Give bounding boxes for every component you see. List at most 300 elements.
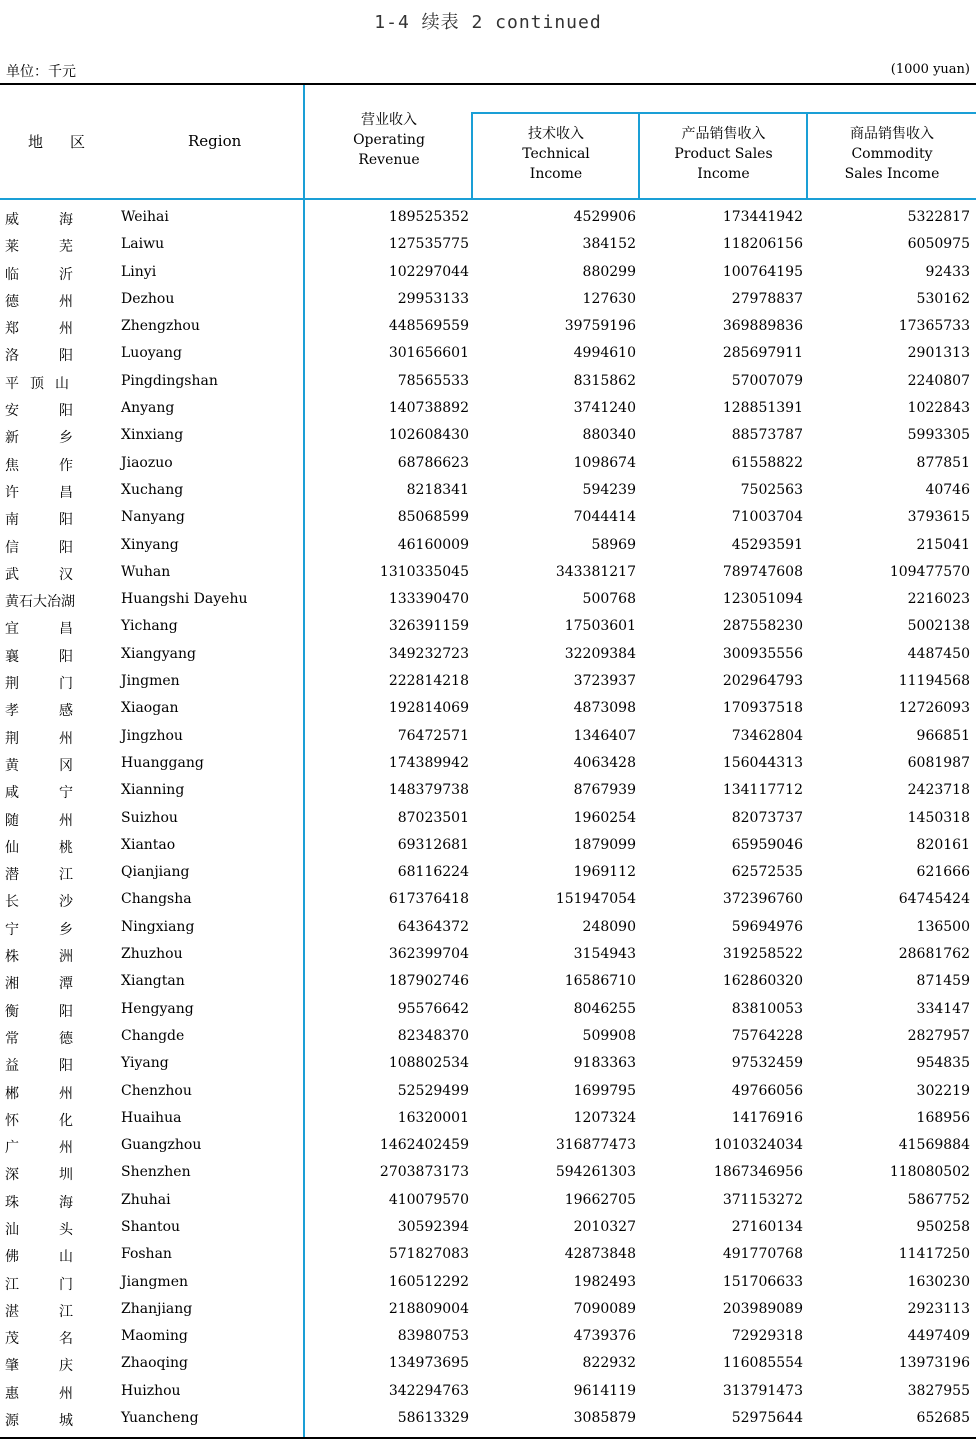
commodity-sales-income-cell: 530162 (916, 290, 970, 307)
table-row (0, 1024, 976, 1051)
operating-revenue-cell: 342294763 (388, 1382, 469, 1399)
product-sales-income-cell: 203989089 (722, 1300, 803, 1317)
product-sales-income-cell: 59694976 (731, 918, 803, 935)
commodity-sales-income-cell: 40746 (925, 481, 970, 498)
technical-income-cell: 248090 (582, 918, 636, 935)
product-sales-income-cell: 83810053 (731, 1000, 803, 1017)
region-name-en: Guangzhou (121, 1137, 202, 1154)
region-name-en: Maoming (121, 1328, 188, 1345)
region-name-cn: 武 汉 (5, 566, 73, 583)
technical-income-cell: 39759196 (564, 318, 636, 335)
operating-revenue-cell: 189525352 (388, 209, 469, 225)
region-name-cn: 临 沂 (5, 266, 73, 283)
product-sales-income-cell: 173441942 (722, 209, 803, 225)
operating-revenue-cell: 69312681 (397, 836, 469, 853)
header-line: 商品销售收入 (850, 126, 934, 142)
technical-income-cell: 9183363 (573, 1055, 636, 1072)
operating-revenue-cell: 448569559 (388, 318, 469, 335)
technical-income-header (473, 124, 639, 184)
product-sales-income-cell: 285697911 (722, 345, 803, 362)
technical-income-cell: 880340 (582, 427, 636, 444)
operating-revenue-cell: 102297044 (388, 263, 469, 280)
region-name-en: Zhuzhou (121, 946, 183, 963)
commodity-sales-income-cell: 2827957 (907, 1027, 970, 1044)
table-row (0, 1297, 976, 1324)
technical-income-cell: 7090089 (573, 1300, 636, 1317)
table-row (0, 915, 976, 942)
product-sales-income-cell: 7502563 (740, 481, 803, 498)
table-row (0, 724, 976, 751)
product-sales-income-cell: 319258522 (722, 946, 803, 963)
region-name-en: Changsha (121, 891, 192, 908)
technical-income-cell: 2010327 (573, 1218, 636, 1235)
commodity-sales-income-cell: 5322817 (907, 209, 970, 225)
operating-revenue-cell: 46160009 (397, 536, 469, 553)
technical-income-cell: 3723937 (573, 673, 636, 690)
technical-income-cell: 32209384 (564, 645, 636, 662)
region-name-en: Yichang (121, 618, 178, 635)
technical-income-cell: 4873098 (573, 700, 636, 717)
technical-income-cell: 594239 (582, 481, 636, 498)
table-row (0, 314, 976, 341)
region-name-cn: 源 城 (5, 1413, 73, 1430)
product-sales-income-cell: 116085554 (722, 1355, 803, 1372)
operating-revenue-cell: 29953133 (397, 290, 469, 307)
region-name-cn: 黄石大冶湖 (5, 594, 75, 611)
region-name-en: Jingmen (121, 673, 180, 690)
operating-revenue-cell: 30592394 (397, 1218, 469, 1235)
technical-income-cell: 1969112 (573, 864, 636, 881)
table-row (0, 969, 976, 996)
commodity-sales-income-cell: 2216023 (907, 591, 970, 608)
table-row (0, 1270, 976, 1297)
region-name-cn: 江 门 (5, 1276, 73, 1293)
commodity-sales-income-cell: 13973196 (898, 1355, 970, 1372)
table-row (0, 396, 976, 423)
table-row (0, 860, 976, 887)
table-row (0, 942, 976, 969)
technical-income-cell: 822932 (582, 1355, 636, 1372)
header-line: Revenue (358, 152, 420, 168)
commodity-sales-income-cell: 215041 (916, 536, 970, 553)
table-row (0, 587, 976, 614)
operating-revenue-cell: 192814069 (388, 700, 469, 717)
operating-revenue-cell: 349232723 (388, 645, 469, 662)
region-name-en: Foshan (121, 1246, 172, 1263)
technical-income-cell: 9614119 (573, 1382, 636, 1399)
technical-income-cell: 384152 (582, 236, 636, 253)
technical-income-cell: 8046255 (573, 1000, 636, 1017)
table-row (0, 642, 976, 669)
region-name-cn: 随 州 (5, 812, 73, 829)
commodity-sales-income-cell: 136500 (916, 918, 970, 935)
region-name-en: Yiyang (121, 1055, 169, 1072)
region-name-cn: 平顶山 (5, 375, 80, 392)
commodity-sales-income-cell: 950258 (916, 1218, 970, 1235)
operating-revenue-cell: 140738892 (388, 400, 469, 417)
operating-revenue-cell: 16320001 (397, 1109, 469, 1126)
product-sales-income-cell: 100764195 (722, 263, 803, 280)
operating-revenue-cell: 58613329 (397, 1410, 469, 1427)
header-bottom-rule (0, 198, 976, 200)
technical-income-cell: 4063428 (573, 754, 636, 771)
page-title: 1-4 续表 2 continued (374, 12, 602, 33)
technical-income-cell: 509908 (582, 1027, 636, 1044)
operating-revenue-cell: 571827083 (388, 1246, 469, 1263)
commodity-sales-income-cell: 334147 (916, 1000, 970, 1017)
commodity-sales-income-cell: 41569884 (898, 1137, 970, 1154)
commodity-sales-income-cell: 4497409 (907, 1328, 970, 1345)
table-row (0, 1242, 976, 1269)
region-name-en: Weihai (121, 209, 169, 225)
product-sales-income-cell: 52975644 (731, 1410, 803, 1427)
region-name-cn: 惠 州 (5, 1385, 73, 1402)
commodity-sales-income-cell: 5002138 (907, 618, 970, 635)
region-name-en: Jiaozuo (121, 454, 173, 471)
table-row (0, 669, 976, 696)
technical-income-cell: 1098674 (573, 454, 636, 471)
operating-revenue-cell: 301656601 (388, 345, 469, 362)
operating-revenue-cell: 148379738 (388, 782, 469, 799)
operating-revenue-cell: 160512292 (388, 1273, 469, 1290)
region-name-cn: 安 阳 (5, 403, 73, 420)
region-name-en: Xiaogan (121, 700, 179, 717)
operating-revenue-cell: 87023501 (397, 809, 469, 826)
technical-income-cell: 3154943 (573, 946, 636, 963)
technical-income-cell: 4994610 (573, 345, 636, 362)
commodity-sales-income-cell: 6050975 (907, 236, 970, 253)
technical-income-cell: 58969 (591, 536, 636, 553)
region-name-en: Laiwu (121, 236, 165, 253)
unit-label-cn: 单位：千元 (6, 64, 76, 80)
product-sales-income-cell: 1867346956 (713, 1164, 803, 1181)
region-name-cn: 咸 宁 (5, 785, 73, 802)
region-name-en: Xianning (121, 782, 185, 799)
product-sales-income-cell: 134117712 (722, 782, 803, 799)
region-name-cn: 威 海 (5, 212, 73, 228)
product-sales-income-cell: 123051094 (722, 591, 803, 608)
product-sales-income-cell: 170937518 (722, 700, 803, 717)
region-name-cn: 肇 庆 (5, 1358, 73, 1375)
subheader-rule (471, 112, 976, 114)
table-row (0, 1188, 976, 1215)
region-name-cn: 荆 门 (5, 676, 73, 693)
operating-revenue-cell: 218809004 (388, 1300, 469, 1317)
commodity-sales-income-cell: 11194568 (898, 673, 970, 690)
technical-income-cell: 19662705 (564, 1191, 636, 1208)
operating-revenue-cell: 83980753 (397, 1328, 469, 1345)
region-name-cn: 洛 阳 (5, 348, 73, 365)
product-sales-income-cell: 156044313 (722, 754, 803, 771)
region-name-en: Ningxiang (121, 918, 195, 935)
product-sales-income-cell: 313791473 (722, 1382, 803, 1399)
technical-income-cell: 1207324 (573, 1109, 636, 1126)
product-sales-income-cell: 27160134 (731, 1218, 803, 1235)
table-row (0, 533, 976, 560)
operating-revenue-cell: 410079570 (388, 1191, 469, 1208)
region-name-en: Xiangtan (121, 973, 185, 990)
technical-income-cell: 16586710 (564, 973, 636, 990)
product-sales-income-cell: 88573787 (731, 427, 803, 444)
table-row (0, 1324, 976, 1351)
table-row (0, 451, 976, 478)
operating-revenue-cell: 78565533 (397, 372, 469, 389)
table-row (0, 205, 976, 232)
operating-revenue-cell: 82348370 (397, 1027, 469, 1044)
header-line: Technical (522, 146, 590, 162)
commodity-sales-income-cell: 17365733 (898, 318, 970, 335)
technical-income-cell: 127630 (582, 290, 636, 307)
commodity-sales-income-cell: 871459 (916, 973, 970, 990)
product-sales-income-cell: 75764228 (731, 1027, 803, 1044)
region-name-cn: 郴 州 (5, 1085, 73, 1102)
region-name-en: Linyi (121, 263, 157, 280)
table-row (0, 997, 976, 1024)
product-sales-income-cell: 372396760 (722, 891, 803, 908)
table-row (0, 478, 976, 505)
region-name-cn: 仙 桃 (5, 839, 73, 856)
header-line: Income (529, 166, 583, 182)
commodity-sales-income-cell: 2423718 (907, 782, 970, 799)
product-sales-income-cell: 49766056 (731, 1082, 803, 1099)
operating-revenue-cell: 95576642 (397, 1000, 469, 1017)
region-name-en: Xuchang (121, 481, 184, 498)
header-line: Income (697, 166, 750, 182)
header-line: Operating (353, 132, 425, 148)
region-name-en: Huizhou (121, 1382, 181, 1399)
product-sales-income-cell: 789747608 (722, 563, 803, 580)
table-row (0, 751, 976, 778)
header-line: Sales Income (844, 166, 940, 182)
technical-income-cell: 17503601 (564, 618, 636, 635)
product-sales-income-cell: 491770768 (722, 1246, 803, 1263)
technical-income-cell: 4739376 (573, 1328, 636, 1345)
table-row (0, 369, 976, 396)
table-row (0, 1351, 976, 1378)
technical-income-cell: 151947054 (555, 891, 636, 908)
region-name-cn: 长 沙 (5, 894, 73, 911)
product-sales-income-cell: 1010324034 (713, 1137, 803, 1154)
region-name-en: Hengyang (121, 1000, 194, 1017)
operating-revenue-cell: 326391159 (388, 618, 469, 635)
region-name-cn: 深 圳 (5, 1167, 73, 1184)
header-line: Product Sales (674, 146, 773, 162)
operating-revenue-cell: 187902746 (388, 973, 469, 990)
commodity-sales-income-cell: 118080502 (889, 1164, 970, 1181)
technical-income-cell: 8767939 (573, 782, 636, 799)
table-top-rule (0, 83, 976, 85)
operating-revenue-cell: 362399704 (388, 946, 469, 963)
operating-revenue-cell: 68786623 (397, 454, 469, 471)
operating-revenue-cell: 134973695 (388, 1355, 469, 1372)
operating-revenue-cell: 8218341 (406, 481, 469, 498)
unit-label-en: (1000 yuan) (890, 62, 970, 77)
technical-income-cell: 1982493 (573, 1273, 636, 1290)
header-line: Commodity (851, 146, 933, 162)
product-sales-income-cell: 162860320 (722, 973, 803, 990)
product-sales-income-cell: 151706633 (722, 1273, 803, 1290)
product-sales-income-cell: 82073737 (731, 809, 803, 826)
region-name-cn: 莱 芜 (5, 239, 73, 256)
region-name-cn: 宁 乡 (5, 921, 73, 938)
commodity-sales-income-cell: 820161 (916, 836, 970, 853)
technical-income-cell: 4529906 (573, 209, 636, 225)
region-name-cn: 珠 海 (5, 1194, 73, 1211)
operating-revenue-cell: 76472571 (397, 727, 469, 744)
commodity-sales-income-cell: 3827955 (907, 1382, 970, 1399)
table-row (0, 778, 976, 805)
region-name-cn: 怀 化 (5, 1112, 73, 1129)
region-name-cn: 孝 感 (5, 703, 73, 720)
operating-revenue-cell: 617376418 (388, 891, 469, 908)
table-row (0, 696, 976, 723)
region-name-en: Nanyang (121, 509, 185, 526)
table-row (0, 341, 976, 368)
region-name-cn: 德 州 (5, 293, 73, 310)
region-name-en: Zhanjiang (121, 1300, 193, 1317)
region-name-en: Jingzhou (121, 727, 183, 744)
operating-revenue-cell: 1462402459 (379, 1137, 469, 1154)
commodity-sales-income-cell: 6081987 (907, 754, 970, 771)
commodity-sales-income-cell: 64745424 (898, 891, 970, 908)
region-name-cn: 信 阳 (5, 539, 73, 556)
commodity-sales-income-cell: 3793615 (907, 509, 970, 526)
commodity-sales-income-cell: 877851 (916, 454, 970, 471)
region-name-en: Shenzhen (121, 1164, 191, 1181)
region-name-cn: 佛 山 (5, 1249, 73, 1266)
region-name-en: Xinxiang (121, 427, 184, 444)
product-sales-income-cell: 62572535 (731, 864, 803, 881)
operating-revenue-cell: 68116224 (397, 864, 469, 881)
commodity-sales-income-cell: 5867752 (907, 1191, 970, 1208)
commodity-sales-income-cell: 954835 (916, 1055, 970, 1072)
operating-revenue-cell: 52529499 (397, 1082, 469, 1099)
technical-income-cell: 1960254 (573, 809, 636, 826)
product-sales-income-cell: 128851391 (722, 400, 803, 417)
technical-income-cell: 1346407 (573, 727, 636, 744)
region-name-cn: 宜 昌 (5, 621, 73, 638)
region-header-en: Region (188, 132, 242, 150)
commodity-sales-income-cell: 1630230 (907, 1273, 970, 1290)
product-sales-income-cell: 300935556 (722, 645, 803, 662)
table-row (0, 1051, 976, 1078)
product-sales-income-cell: 27978837 (731, 290, 803, 307)
table-row (0, 614, 976, 641)
header-line: 技术收入 (528, 126, 584, 142)
product-sales-income-cell: 73462804 (731, 727, 803, 744)
region-name-cn: 广 州 (5, 1140, 73, 1157)
operating-revenue-cell: 1310335045 (379, 563, 469, 580)
region-name-cn: 茂 名 (5, 1331, 73, 1348)
commodity-sales-income-cell: 652685 (916, 1410, 970, 1427)
product-sales-income-cell: 118206156 (722, 236, 803, 253)
table-row (0, 1079, 976, 1106)
header-line: 产品销售收入 (681, 126, 766, 142)
table-bottom-rule (0, 1437, 976, 1439)
commodity-sales-income-cell: 302219 (916, 1082, 970, 1099)
commodity-sales-income-cell: 1450318 (907, 809, 970, 826)
operating-revenue-cell: 133390470 (388, 591, 469, 608)
region-name-en: Yuancheng (121, 1410, 199, 1427)
region-name-cn: 益 阳 (5, 1058, 73, 1075)
table-body (0, 205, 976, 1433)
table-row (0, 560, 976, 587)
table-row (0, 423, 976, 450)
header-line: 营业收入 (361, 112, 417, 128)
technical-income-cell: 880299 (582, 263, 636, 280)
region-name-en: Xiantao (121, 836, 176, 853)
region-name-en: Chenzhou (121, 1082, 192, 1099)
product-sales-income-cell: 45293591 (731, 536, 803, 553)
product-sales-income-cell: 72929318 (731, 1328, 803, 1345)
commodity-sales-income-cell: 1022843 (907, 400, 970, 417)
region-name-en: Changde (121, 1027, 185, 1044)
commodity-sales-income-cell: 168956 (916, 1109, 970, 1126)
operating-revenue-cell: 222814218 (388, 673, 469, 690)
table-row (0, 505, 976, 532)
region-name-cn: 株 洲 (5, 949, 73, 966)
table-row (0, 806, 976, 833)
product-sales-income-cell: 61558822 (731, 454, 803, 471)
product-sales-income-cell: 287558230 (722, 618, 803, 635)
operating-revenue-cell: 127535775 (388, 236, 469, 253)
technical-income-cell: 316877473 (555, 1137, 636, 1154)
technical-income-cell: 500768 (582, 591, 636, 608)
product-sales-income-cell: 202964793 (722, 673, 803, 690)
product-sales-income-cell: 65959046 (731, 836, 803, 853)
table-row (0, 1106, 976, 1133)
region-name-en: Huaihua (121, 1109, 182, 1126)
technical-income-cell: 594261303 (555, 1164, 636, 1181)
operating-revenue-cell: 102608430 (388, 427, 469, 444)
table-row (0, 1406, 976, 1433)
region-name-en: Shantou (121, 1218, 181, 1235)
commodity-sales-income-cell: 2240807 (907, 372, 970, 389)
region-name-en: Wuhan (121, 563, 171, 580)
technical-income-cell: 1699795 (573, 1082, 636, 1099)
product-sales-income-cell: 57007079 (731, 372, 803, 389)
commodity-sales-income-cell: 2901313 (907, 345, 970, 362)
region-name-en: Pingdingshan (121, 372, 218, 389)
product-sales-income-cell: 97532459 (731, 1055, 803, 1072)
technical-income-cell: 3085879 (573, 1410, 636, 1427)
commodity-sales-income-cell: 92433 (925, 263, 970, 280)
technical-income-cell: 343381217 (555, 563, 636, 580)
technical-income-cell: 8315862 (573, 372, 636, 389)
region-name-cn: 许 昌 (5, 484, 73, 501)
region-name-cn: 黄 冈 (5, 757, 73, 774)
region-header-cn: 地区 (28, 133, 113, 151)
region-name-cn: 南 阳 (5, 512, 73, 529)
technical-income-cell: 42873848 (564, 1246, 636, 1263)
product-sales-income-cell: 71003704 (731, 509, 803, 526)
product-sales-income-header (640, 124, 807, 184)
product-sales-income-cell: 369889836 (722, 318, 803, 335)
commodity-sales-income-cell: 11417250 (898, 1246, 970, 1263)
table-row (0, 1215, 976, 1242)
table-row (0, 1379, 976, 1406)
region-name-en: Zhuhai (121, 1191, 171, 1208)
region-name-en: Qianjiang (121, 864, 190, 881)
region-name-cn: 湘 潭 (5, 976, 73, 993)
commodity-sales-income-cell: 966851 (916, 727, 970, 744)
region-name-en: Jiangmen (121, 1273, 188, 1290)
region-name-en: Huangshi Dayehu (121, 591, 248, 608)
operating-revenue-header (305, 110, 473, 170)
commodity-sales-income-cell: 4487450 (907, 645, 970, 662)
table-row (0, 887, 976, 914)
technical-income-cell: 1879099 (573, 836, 636, 853)
